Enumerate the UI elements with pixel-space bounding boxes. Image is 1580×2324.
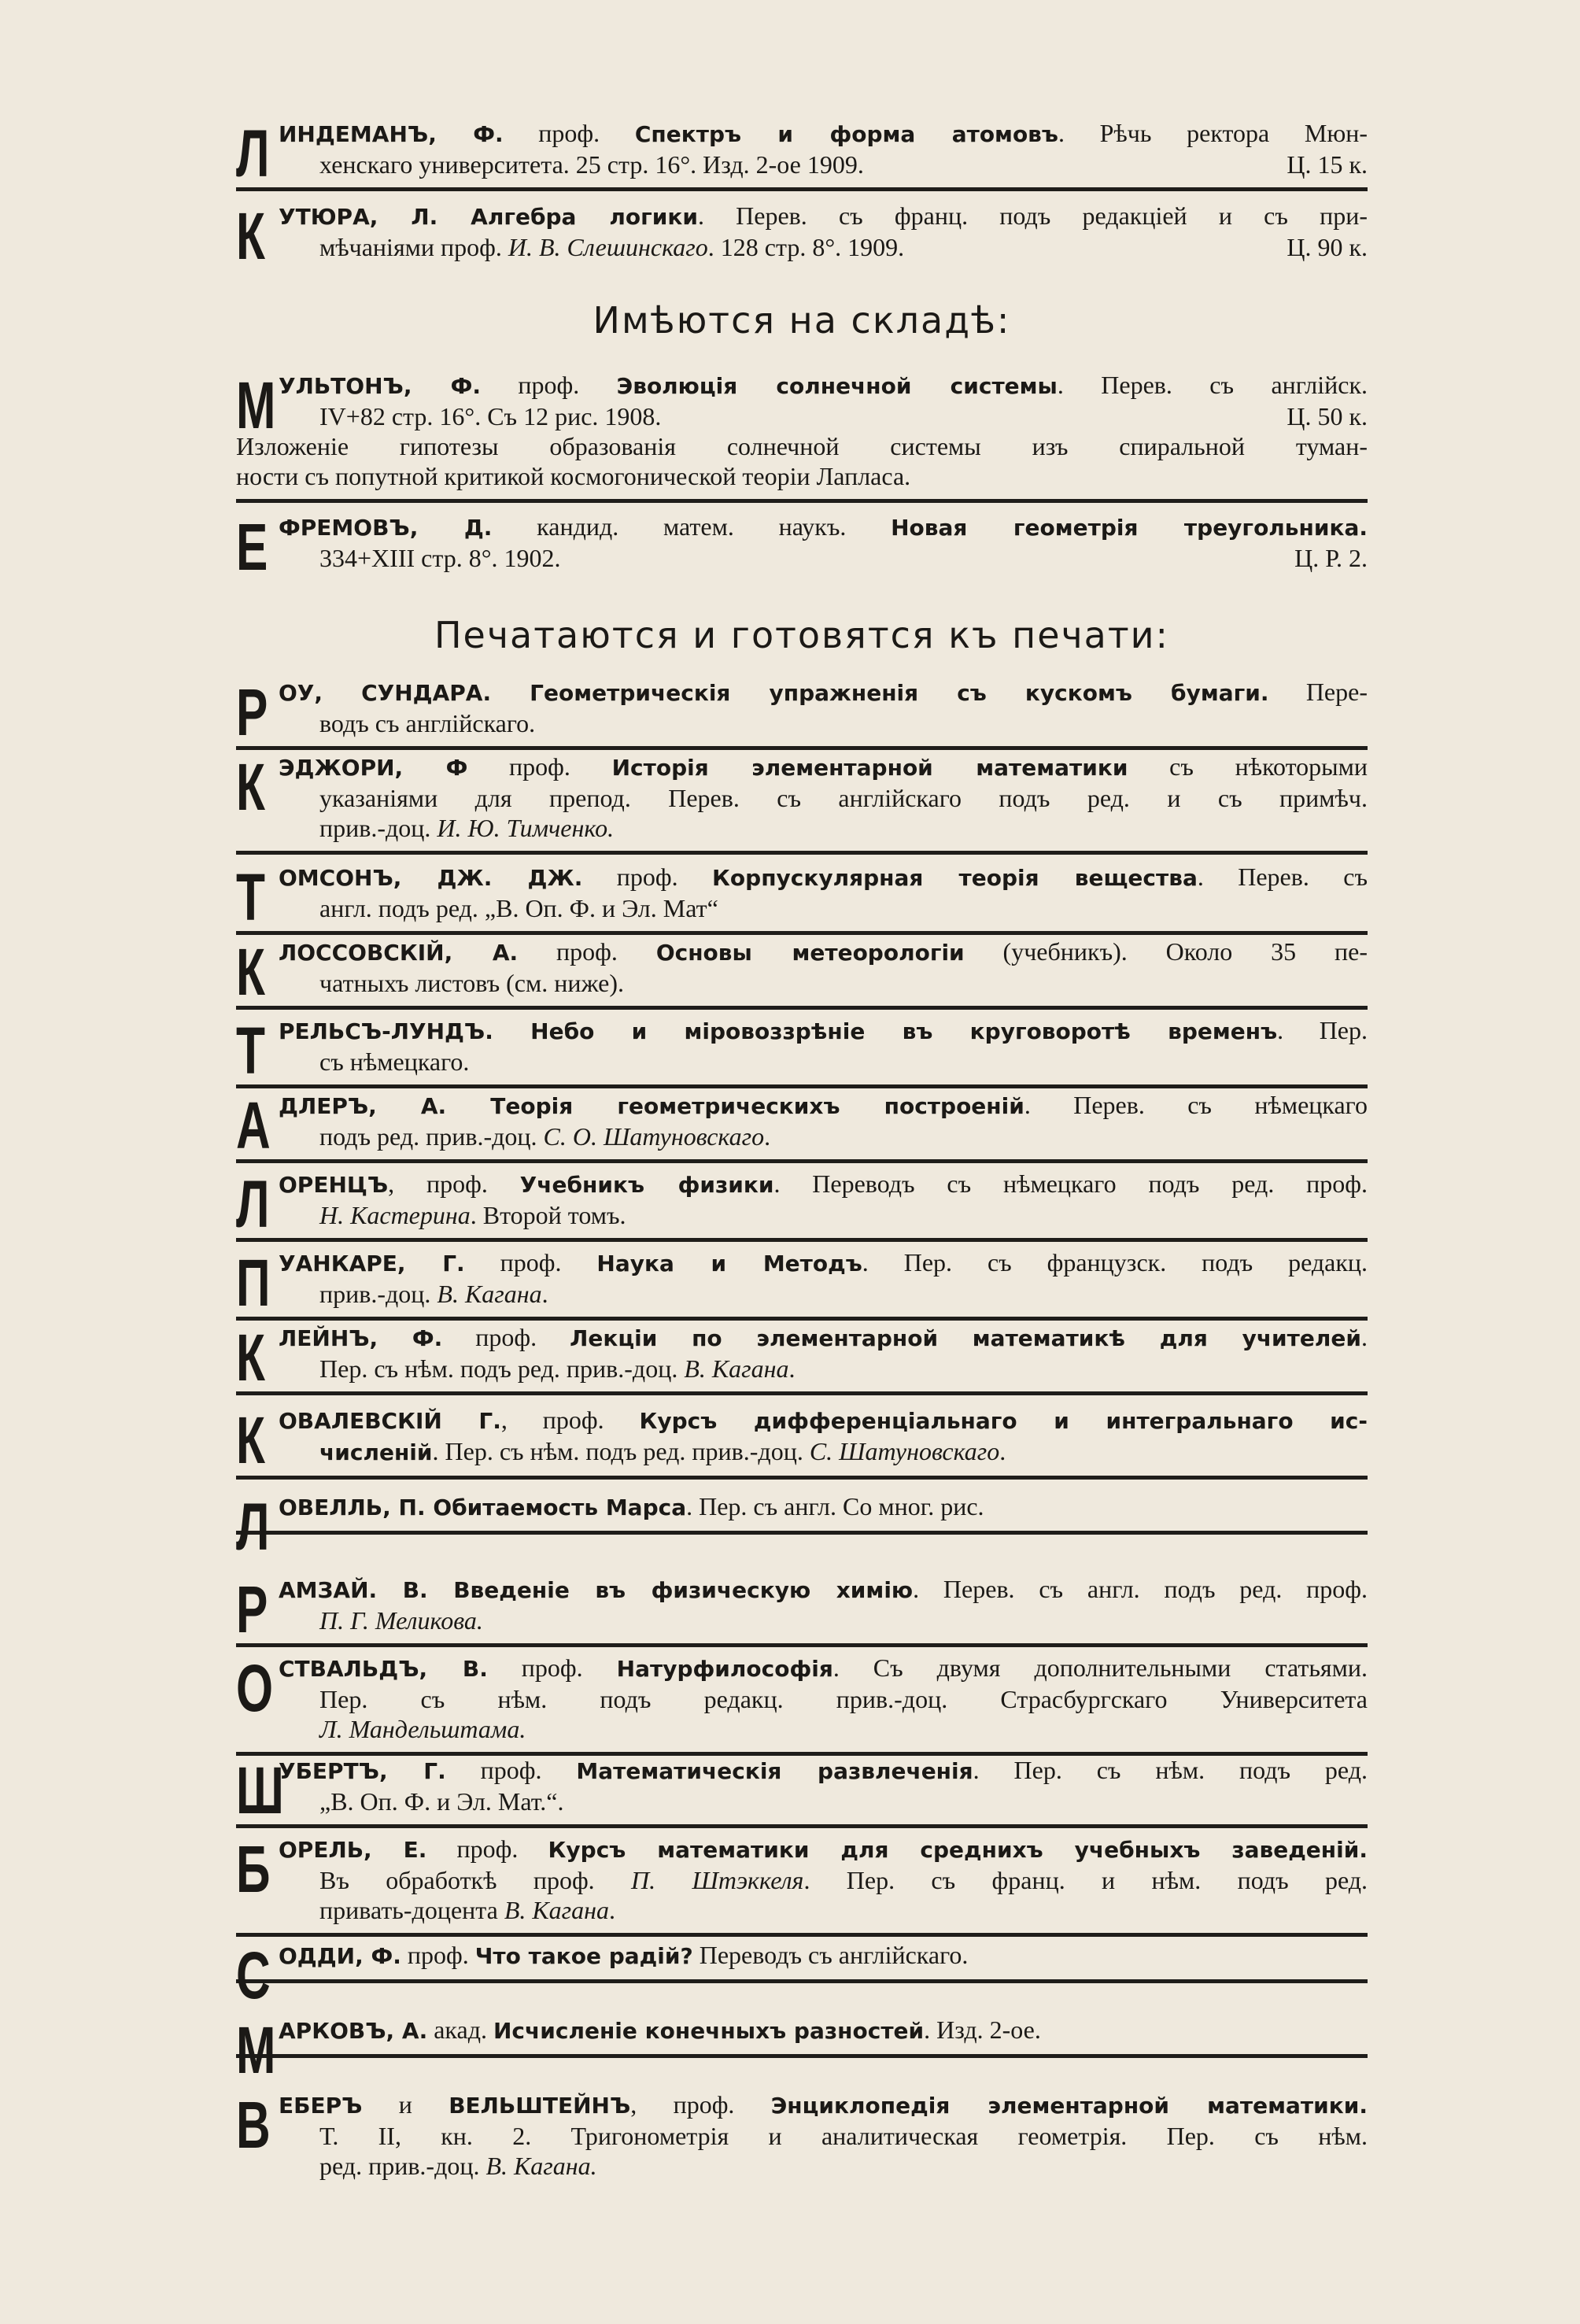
bold-text: Курсъ дифференціальнаго и интегральнаго ис-	[639, 1408, 1368, 1434]
text-span: проф.	[582, 863, 713, 891]
entry-line	[279, 118, 1368, 150]
entry-line	[279, 1834, 1368, 1865]
catalog-entry	[236, 752, 1368, 855]
entry-line	[319, 783, 1368, 813]
catalog-entry	[236, 199, 1368, 273]
catalog-entry	[236, 1247, 1368, 1321]
text-span: Пер. съ нѣм. подъ ред. прив.-доц.	[319, 1354, 685, 1383]
catalog-entry	[236, 1405, 1368, 1480]
bold-text: АРКОВЪ, А.	[279, 2018, 428, 2044]
text-span: Въ обработкѣ проф.	[319, 1866, 632, 1894]
catalog-entry	[236, 2013, 1368, 2087]
entry-line	[279, 1653, 1368, 1684]
entry-line	[279, 370, 1368, 401]
text-span: и	[362, 2090, 449, 2119]
catalog-entry	[236, 1490, 1368, 1564]
bold-text: ВЕЛЬШТЕЙНЪ	[449, 2093, 631, 2119]
entry-line	[236, 461, 1368, 491]
heading-in-print: Печатаются и готовятся къ печати:	[434, 614, 1170, 656]
entry-line	[279, 512, 1368, 543]
italic-name: С. О. Шатуновскаго	[543, 1122, 765, 1151]
drop-initial: Т	[236, 1014, 265, 1088]
text-span: . Пер. съ франц. и нѣм. подъ ред.	[803, 1866, 1368, 1894]
catalog-entry	[236, 1574, 1368, 1647]
bold-text: Новая геометрія треугольника.	[891, 515, 1368, 541]
text-span: . Перев. съ нѣмецкаго	[1024, 1091, 1368, 1119]
italic-name: Н. Кастерина	[319, 1201, 471, 1229]
price: Ц. Р. 2.	[1294, 544, 1368, 572]
text-span: англ. подъ ред. „В. Оп. Ф. и Эл. Мат“	[319, 894, 718, 922]
entry-line	[319, 1279, 1368, 1309]
text-span: IV+82 стр. 16°. Съ 12 рис. 1908.	[319, 402, 662, 430]
text-span: . 128 стр. 8°. 1909.	[707, 233, 905, 261]
text-span: .	[764, 1122, 771, 1151]
drop-initial: Л	[236, 1490, 270, 1564]
text-span: акад.	[427, 2015, 493, 2044]
entry-line	[319, 401, 1368, 431]
italic-name: С. Шатуновскаго	[809, 1437, 1000, 1465]
entry-line	[319, 1714, 1368, 1744]
bold-text: Эволюція солнечной системы	[616, 373, 1058, 399]
text-span: 334+XIII стр. 8°. 1902.	[319, 544, 561, 572]
entry-line	[279, 1574, 1368, 1605]
drop-initial: С	[236, 1938, 271, 2012]
italic-name: В. Кагана.	[485, 2152, 597, 2180]
bold-text: ЛЕЙНЪ, Ф.	[279, 1325, 443, 1351]
drop-initial: К	[236, 935, 265, 1009]
bold-text: ОРЕЛЬ, Е.	[279, 1837, 427, 1863]
price: Ц. 90 к.	[1287, 233, 1368, 261]
text-span: мѣчаніями проф.	[319, 233, 508, 261]
entry-line	[279, 201, 1368, 232]
text-span: привать-доцента	[319, 1896, 504, 1924]
bold-text: Наука и Методъ	[596, 1251, 862, 1277]
text-span: проф.	[464, 1248, 597, 1277]
price: Ц. 15 к.	[1287, 150, 1368, 179]
entry-line	[319, 1865, 1368, 1895]
entry-line	[319, 1436, 1368, 1468]
text-span: съ нѣкоторыми	[1128, 752, 1368, 781]
entry-line	[319, 2151, 1368, 2181]
text-span: , проф.	[630, 2090, 771, 2119]
catalog-entry	[236, 2089, 1368, 2181]
catalog-entry	[236, 1015, 1368, 1088]
bold-text: Учебникъ физики	[519, 1172, 774, 1198]
bold-text: Натурфилософія	[616, 1656, 833, 1682]
text-span: проф.	[442, 1323, 570, 1351]
drop-initial: О	[236, 1651, 274, 1725]
drop-initial: Ш	[236, 1753, 284, 1827]
drop-initial: М	[236, 368, 276, 442]
italic-name: Л. Мандельштама.	[319, 1715, 526, 1743]
text-span: .	[999, 1437, 1006, 1465]
entry-line	[279, 937, 1368, 968]
bold-text: УБЕРТЪ, Г.	[279, 1758, 446, 1784]
catalog-entry	[236, 370, 1368, 503]
bold-text: ОДДИ, Ф.	[279, 1943, 401, 1969]
entry-line	[319, 2121, 1368, 2151]
italic-name: В. Кагана	[504, 1896, 610, 1924]
bold-text: Основы метеорологіи	[655, 940, 965, 966]
entry-line	[279, 1322, 1368, 1354]
bold-text: УЛЬТОНЪ, Ф.	[279, 373, 482, 399]
text-span: прив.-доц.	[319, 1280, 437, 1308]
bold-text: АМЗАЙ. В. Введеніе въ физическую химію	[279, 1577, 914, 1603]
entry-line	[319, 150, 1368, 179]
text-span: . Пер. съ французск. подъ редакц.	[862, 1248, 1368, 1277]
drop-initial: К	[236, 1403, 265, 1477]
entry-line	[319, 1605, 1368, 1635]
text-span: , проф.	[500, 1406, 640, 1434]
bold-text: ЛОССОВСКІЙ, А.	[279, 940, 519, 966]
drop-initial: Т	[236, 860, 265, 934]
text-span: Т. II, кн. 2. Тригонометрія и аналитическая геометрія. Пер. съ нѣм.	[319, 2122, 1368, 2150]
text-span: . Пер.	[1277, 1016, 1368, 1044]
entry-line	[319, 1895, 1368, 1925]
drop-initial: В	[236, 2088, 271, 2162]
bold-text: Что такое радій?	[474, 1943, 693, 1969]
text-span: проф.	[481, 371, 617, 399]
catalog-entry	[236, 1169, 1368, 1242]
text-span: Переводъ съ англійскаго.	[692, 1941, 969, 1969]
text-span: проф.	[503, 119, 635, 147]
entry-line	[319, 1354, 1368, 1384]
entry-line	[319, 968, 1368, 998]
entry-line	[279, 1405, 1368, 1436]
drop-initial: К	[236, 199, 265, 273]
text-span: ред. прив.-доц.	[319, 2152, 486, 2180]
entry-line	[279, 2015, 1368, 2046]
drop-initial: П	[236, 1246, 271, 1320]
entry-line	[279, 752, 1368, 783]
italic-name: П. Г. Меликова.	[319, 1606, 483, 1635]
entry-line	[319, 1047, 1368, 1077]
text-span: . Перев. съ англійск.	[1057, 371, 1368, 399]
text-span: . Пер. съ нѣм. подъ ред.	[973, 1756, 1368, 1784]
catalog-entry	[236, 937, 1368, 1010]
bold-text: ФРЕМОВЪ, Д.	[279, 515, 493, 541]
entry-line	[319, 1786, 1368, 1816]
entry-line	[279, 1247, 1368, 1279]
text-span: , проф.	[388, 1169, 520, 1198]
text-span: проф.	[401, 1941, 475, 1969]
bold-text: ОУ, СУНДАРА. Геометрическія упражненія съ кускомъ бумаги.	[279, 680, 1269, 706]
bold-text: Математическія развлеченія	[576, 1758, 973, 1784]
drop-initial: А	[236, 1088, 271, 1162]
text-span: Изложеніе гипотезы образованія солнечной системы изъ спиральной туман-	[236, 432, 1368, 460]
price: Ц. 50 к.	[1287, 402, 1368, 430]
text-span: проф.	[518, 937, 656, 966]
drop-initial: Е	[236, 510, 268, 584]
text-span: проф.	[426, 1834, 548, 1863]
text-span: (учебникъ). Около 35 пе-	[964, 937, 1368, 966]
text-span: съ нѣмецкаго.	[319, 1047, 470, 1076]
bold-text: ИНДЕМАНЪ, Ф.	[279, 121, 504, 147]
entry-line	[279, 1169, 1368, 1200]
text-span: ности съ попутной критикой космогонической теоріи Лапласа.	[236, 462, 911, 490]
catalog-entry	[236, 510, 1368, 584]
bold-text: СТВАЛЬДЪ, В.	[279, 1656, 488, 1682]
heading-in-stock: Имѣются на складѣ:	[592, 299, 1011, 342]
entry-line	[319, 708, 1368, 738]
text-span: Пере-	[1268, 678, 1368, 706]
bold-text: Лекціи по элементарной математикѣ для учителей	[570, 1325, 1362, 1351]
text-span: проф.	[487, 1653, 617, 1682]
text-span: подъ ред. прив.-доц.	[319, 1122, 544, 1151]
text-span: . Второй томъ.	[470, 1201, 626, 1229]
bold-text: ОВАЛЕВСКІЙ Г.	[279, 1408, 501, 1434]
text-span: проф.	[445, 1756, 577, 1784]
text-span: чатныхъ листовъ (см. ниже).	[319, 969, 625, 997]
entry-line	[319, 1121, 1368, 1151]
catalog-entry	[236, 862, 1368, 935]
text-span: .	[609, 1896, 616, 1924]
text-span: . Рѣчь ректора Мюн-	[1058, 119, 1368, 147]
entry-line	[319, 543, 1368, 573]
entry-line	[319, 813, 1368, 843]
bold-text: УАНКАРЕ, Г.	[279, 1251, 465, 1277]
text-span: кандид. матем. наукъ.	[492, 512, 892, 541]
bold-text: ЭДЖОРИ, Ф	[279, 755, 468, 781]
catalog-entry	[236, 1653, 1368, 1756]
bold-text: Исторія элементарной математики	[611, 755, 1128, 781]
text-span: Пер. съ нѣм. подъ редакц. прив.-доц. Страсбургскаго Университета	[319, 1685, 1368, 1713]
bold-text: ОМСОНЪ, ДЖ. ДЖ.	[279, 865, 583, 891]
bold-text: УТЮРА, Л. Алгебра логики	[279, 204, 698, 230]
text-span: . Перев. съ	[1197, 863, 1368, 891]
text-span: . Перев. съ франц. подъ редакціей и съ при-	[697, 201, 1368, 230]
entry-line	[279, 862, 1368, 893]
drop-initial: М	[236, 2013, 276, 2087]
text-span: . Съ двумя дополнительными статьями.	[832, 1653, 1368, 1682]
entry-line	[319, 1200, 1368, 1230]
text-span: „В. Оп. Ф. и Эл. Мат.“.	[319, 1787, 564, 1816]
catalog-entry	[236, 1090, 1368, 1163]
bold-text: Спектръ и форма атомовъ	[634, 121, 1058, 147]
entry-line	[319, 893, 1368, 923]
drop-initial: Р	[236, 675, 268, 749]
drop-initial: Л	[236, 116, 270, 190]
drop-initial: К	[236, 1321, 265, 1395]
catalog-entry	[236, 1938, 1368, 2012]
bold-text: численій	[319, 1439, 433, 1465]
text-span: . Переводъ съ нѣмецкаго подъ ред. проф.	[773, 1169, 1368, 1198]
bold-text: ЕБЕРЪ	[279, 2093, 363, 2119]
catalog-entry	[236, 1834, 1368, 1937]
italic-name: В. Кагана	[684, 1354, 789, 1383]
drop-initial: Л	[236, 1167, 270, 1241]
bold-text: Курсъ математики для среднихъ учебныхъ заведеній.	[548, 1837, 1368, 1863]
italic-name: И. Ю. Тимченко.	[437, 814, 615, 842]
italic-name: И. В. Слешинскаго	[508, 233, 708, 261]
catalog-entry	[236, 1755, 1368, 1828]
text-span: прив.-доц.	[319, 814, 437, 842]
bold-text: Энциклопедія элементарной математики.	[770, 2093, 1368, 2119]
entry-line	[319, 1684, 1368, 1714]
catalog-entry	[236, 118, 1368, 191]
text-span: хенскаго университета. 25 стр. 16°. Изд. 2-ое 1909.	[319, 150, 864, 179]
bold-text: РЕЛЬСЪ-ЛУНДЪ. Небо и міровоззрѣніе въ круговоротѣ временъ	[279, 1018, 1278, 1044]
entry-line	[279, 677, 1368, 708]
entry-line	[279, 1940, 1368, 1971]
entry-line	[279, 1755, 1368, 1786]
bold-text: Исчисленіе конечныхъ разностей	[493, 2018, 925, 2044]
text-span: проф.	[467, 752, 612, 781]
italic-name: В. Кагана	[437, 1280, 542, 1308]
text-span: .	[541, 1280, 548, 1308]
bold-text: ОРЕНЦЪ	[279, 1172, 389, 1198]
drop-initial: К	[236, 750, 265, 824]
entry-line	[319, 232, 1368, 262]
text-span: водъ съ англійскаго.	[319, 709, 536, 737]
entry-line	[279, 1015, 1368, 1047]
bold-text: Корпускулярная теорія вещества	[712, 865, 1198, 891]
text-span: . Перев. съ англ. подъ ред. проф.	[913, 1575, 1368, 1603]
text-span: указаніями для препод. Перев. съ англійскаго подъ ред. и съ примѣч.	[319, 784, 1368, 812]
entry-line	[236, 431, 1368, 461]
entry-line	[279, 1491, 1368, 1523]
bold-text: ОВЕЛЛЬ, П. Обитаемость Марса	[279, 1495, 687, 1520]
text-span: .	[1361, 1323, 1368, 1351]
text-span: . Изд. 2-ое.	[924, 2015, 1041, 2044]
text-span: . Пер. съ англ. Со мног. рис.	[686, 1492, 984, 1520]
text-span: .	[788, 1354, 796, 1383]
text-span: . Пер. съ нѣм. подъ ред. прив.-доц.	[432, 1437, 810, 1465]
drop-initial: Б	[236, 1832, 271, 1906]
bold-text: ДЛЕРЪ, А. Теорія геометрическихъ построеній	[279, 1093, 1024, 1119]
catalog-entry	[236, 677, 1368, 750]
entry-line	[279, 2089, 1368, 2121]
italic-name: П. Штэккеля	[631, 1866, 804, 1894]
entry-line	[279, 1090, 1368, 1121]
catalog-entry	[236, 1322, 1368, 1395]
drop-initial: Р	[236, 1572, 268, 1646]
